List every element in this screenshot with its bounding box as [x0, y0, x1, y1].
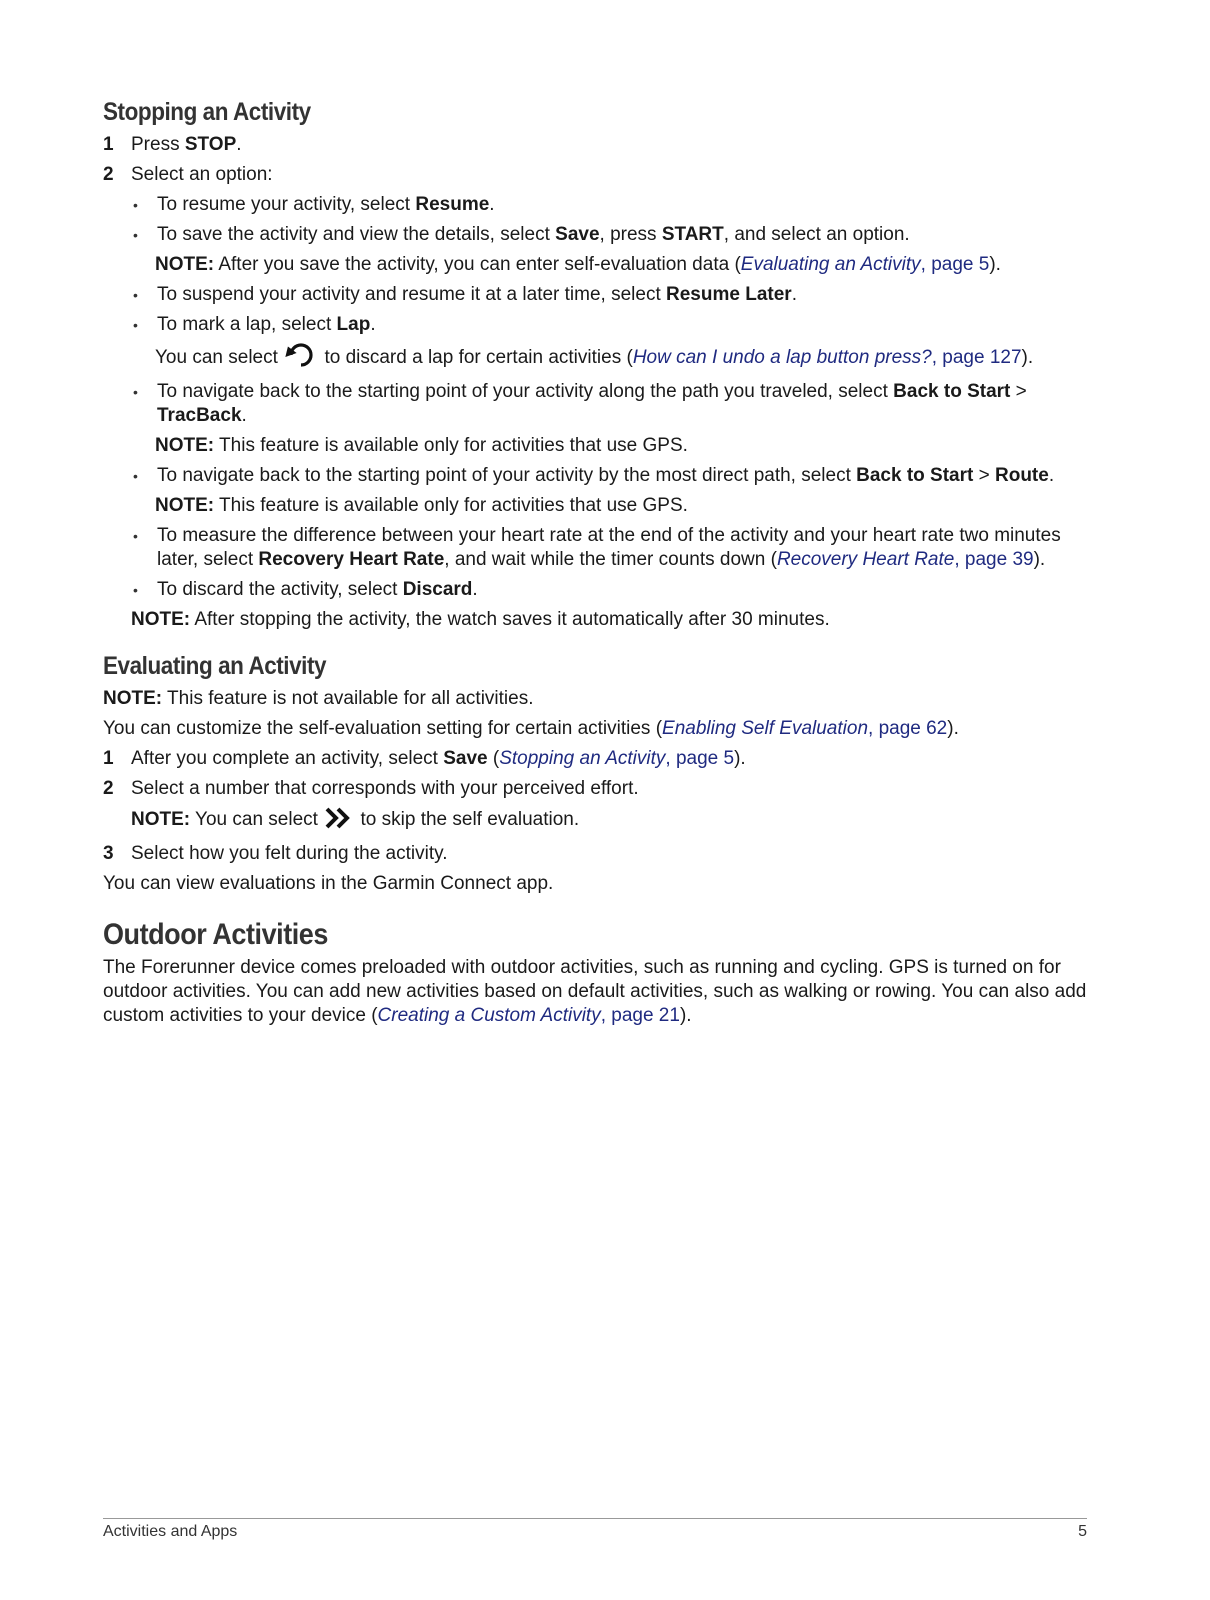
heading-evaluating-activity: Evaluating an Activity — [103, 652, 327, 680]
bullet-discard: • To discard the activity, select Discard. — [133, 579, 478, 600]
bullet-lap: • To mark a lap, select Lap. — [133, 314, 376, 335]
link-recovery-hr[interactable]: Recovery Heart Rate, page 39 — [776, 549, 1034, 570]
outro-garmin-connect: You can view evaluations in the Garmin Connect app. — [103, 873, 554, 894]
link-stopping-activity[interactable]: Stopping an Activity, page 5 — [499, 748, 735, 769]
link-enabling-self-evaluation[interactable]: Enabling Self Evaluation, page 62 — [662, 718, 948, 739]
bullet-resume-later: • To suspend your activity and resume it at a later time, select Resume Later. — [133, 284, 797, 305]
double-chevron-right-icon — [325, 807, 353, 836]
footer-section-name: Activities and Apps — [103, 1523, 238, 1540]
link-custom-activity[interactable]: Creating a Custom Activity, page 21 — [377, 1005, 680, 1026]
step-2: 2 Select an option: — [103, 164, 273, 185]
note-autosave: NOTE: After stopping the activity, the watch saves it automatically after 30 minutes. — [131, 609, 830, 630]
undo-icon — [285, 343, 317, 374]
note-skip: NOTE: You can select to skip the self evaluation. — [131, 807, 1103, 836]
page-number: 5 — [1078, 1523, 1087, 1540]
heading-outdoor-activities: Outdoor Activities — [103, 918, 328, 951]
page-content — [103, 98, 1103, 1034]
eval-step-3: 3 Select how you felt during the activity. — [103, 843, 448, 864]
note-save: NOTE: After you save the activity, you can enter self-evaluation data (Evaluating an Activity, page 5). — [155, 254, 1001, 275]
bullet-tracback: • To navigate back to the starting point of your activity along the path you traveled, select Back to Start > TracBack. — [133, 381, 1027, 426]
page-footer — [103, 1518, 1087, 1540]
bullet-route: • To navigate back to the starting point of your activity by the most direct path, select Back to Start > Route. — [133, 465, 1055, 486]
bullet-resume: • To resume your activity, select Resume. — [133, 194, 495, 215]
note-route: NOTE: This feature is available only for activities that use GPS. — [155, 495, 688, 516]
outdoor-body: The Forerunner device comes preloaded with outdoor activities, such as running and cycling. GPS is turned on for outdoor activities. You can add new activities based on default activities, such as walking or rowing. You can also add custom activities to your device (Creating a Custom Activity, page 21). — [103, 957, 1087, 1026]
heading-stopping-activity: Stopping an Activity — [103, 98, 311, 126]
note-tracback: NOTE: This feature is available only for activities that use GPS. — [155, 435, 688, 456]
lap-undo-line: You can select to discard a lap for certain activities (How can I undo a lap button press?, page 127). — [155, 343, 1103, 374]
intro-customize: You can customize the self-evaluation setting for certain activities (Enabling Self Evaluation, page 62). — [103, 718, 959, 739]
step-1: 1 Press STOP. — [103, 134, 242, 155]
bullet-save: • To save the activity and view the details, select Save, press START, and select an option. — [133, 224, 910, 245]
bullet-recovery-hr: • To measure the difference between your heart rate at the end of the activity and your heart rate two minutes later, select Recovery Heart Rate, and wait while the timer counts down (Recovery Heart Rate, page 39). — [133, 525, 1061, 570]
eval-step-2: 2 Select a number that corresponds with your perceived effort. — [103, 778, 639, 799]
note-availability: NOTE: This feature is not available for all activities. — [103, 688, 534, 709]
link-undo-lap[interactable]: How can I undo a lap button press?, page 127 — [632, 347, 1022, 368]
link-evaluating-activity[interactable]: Evaluating an Activity, page 5 — [740, 254, 990, 275]
eval-step-1: 1 After you complete an activity, select Save (Stopping an Activity, page 5). — [103, 748, 746, 769]
